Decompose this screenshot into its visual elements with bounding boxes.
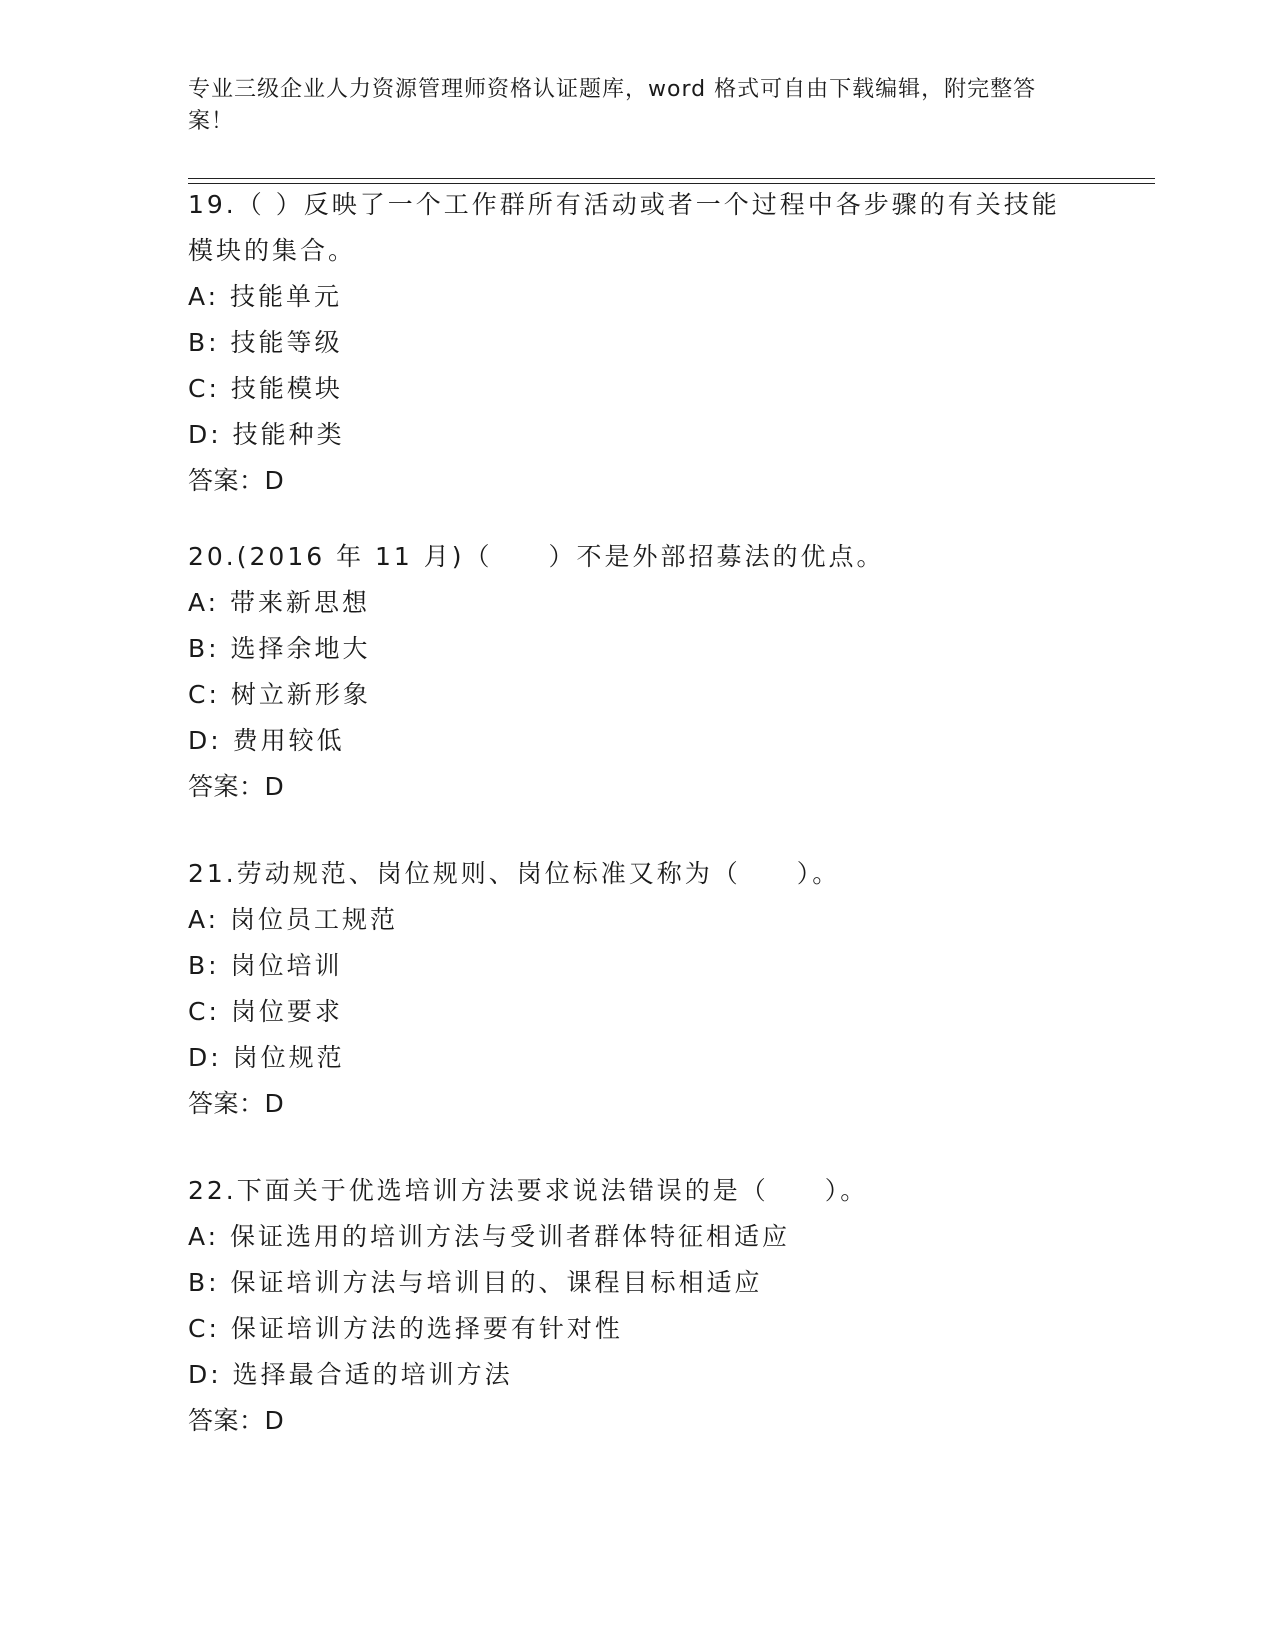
option-d: D: 技能种类 [188,420,345,449]
option-d: D: 岗位规范 [188,1043,345,1072]
question-20 [188,534,1088,810]
option-c: C: 岗位要求 [188,997,343,1026]
question-22 [188,1168,1088,1444]
answer-line: 答案：D [188,1089,285,1118]
option-a: A: 岗位员工规范 [188,905,399,934]
document-header: 专业三级企业人力资源管理师资格认证题库，word 格式可自由下载编辑，附完整答案！ [188,77,1037,134]
answer-line: 答案：D [188,466,285,495]
option-a: A: 保证选用的培训方法与受训者群体特征相适应 [188,1222,791,1251]
option-c: C: 技能模块 [188,374,343,403]
answer-line: 答案：D [188,772,285,801]
header-divider-top [188,178,1155,179]
option-a: A: 带来新思想 [188,588,371,617]
question-21 [188,851,1088,1127]
option-c: C: 树立新形象 [188,680,371,709]
question-stem: 22.下面关于优选培训方法要求说法错误的是（ ）。 [188,1176,869,1205]
question-stem: 19.（ ）反映了一个工作群所有活动或者一个过程中各步骤的有关技能模块的集合。 [188,190,1060,265]
question-stem: 20.(2016 年 11 月)（ ）不是外部招募法的优点。 [188,542,885,571]
answer-line: 答案：D [188,1406,285,1435]
option-c: C: 保证培训方法的选择要有针对性 [188,1314,623,1343]
option-b: B: 技能等级 [188,328,343,357]
option-b: B: 岗位培训 [188,951,343,980]
option-a: A: 技能单元 [188,282,343,311]
option-b: B: 选择余地大 [188,634,371,663]
option-d: D: 费用较低 [188,726,345,755]
option-b: B: 保证培训方法与培训目的、课程目标相适应 [188,1268,763,1297]
question-stem: 21.劳动规范、岗位规则、岗位标准又称为（ ）。 [188,859,841,888]
question-19 [188,182,1088,504]
option-d: D: 选择最合适的培训方法 [188,1360,513,1389]
